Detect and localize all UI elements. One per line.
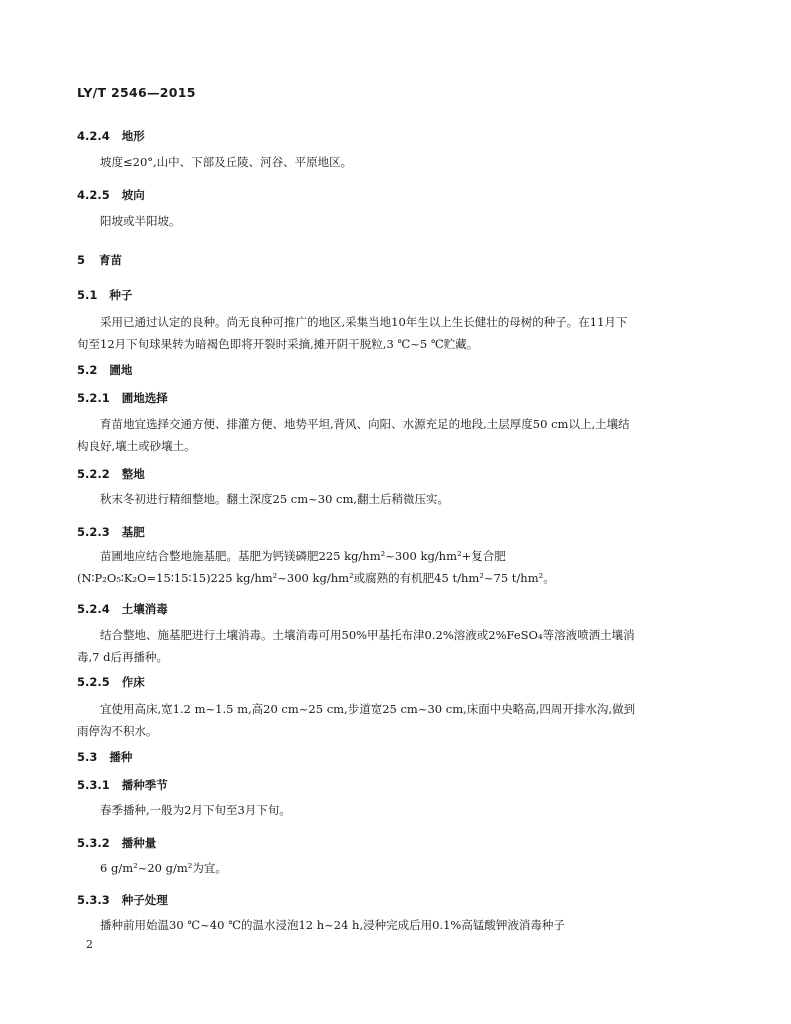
heading-5-2 [77,362,132,378]
section-title: 种子处理 [121,893,168,907]
section-title: 整地 [121,467,145,481]
paragraph-5-3-2: 6 g/m²~20 g/m²为宜。 [100,861,227,875]
section-number: 5.3 [77,750,98,764]
section-number: 5.1 [77,288,98,302]
section-title: 圃地 [109,363,133,377]
heading-5-3-3 [77,892,168,908]
heading-5-3 [77,749,132,765]
heading-4-2-5 [77,187,145,203]
heading-5-1 [77,287,132,303]
section-number: 5.2.2 [77,467,110,481]
heading-5-2-5 [77,674,145,690]
section-title: 坡向 [121,188,145,202]
section-number: 5.3.3 [77,893,110,907]
paragraph-5-2-5: 宜使用高床,宽1.2 m~1.5 m,高20 cm~25 cm,步道宽25 cm~30 cm,床面中央略高,四周开排水沟,做到雨停沟不积水。 [77,702,636,738]
standard-number-header: LY/T 2546—2015 [77,85,196,100]
section-number: 5.2.4 [77,602,110,616]
paragraph-4-2-5: 阳坡或半阳坡。 [100,214,181,228]
section-number: 4.2.4 [77,129,110,143]
section-title: 种子 [109,288,133,302]
paragraph-5-3-3: 播种前用始温30 ℃~40 ℃的温水浸泡12 h~24 h,浸种完成后用0.1%高锰酸钾液消毒种子 [100,918,565,932]
section-title: 作床 [121,675,145,689]
heading-5-2-4 [77,601,168,617]
paragraph-5-2-4: 结合整地、施基肥进行土壤消毒。土壤消毒可用50%甲基托布津0.2%溶液或2%FeSO₄等溶液喷洒土壤消毒,7 d后再播种。 [77,628,635,664]
section-number: 5.3.2 [77,836,110,850]
section-title: 播种量 [121,836,157,850]
heading-5-3-2 [77,835,156,851]
section-title: 地形 [121,129,145,143]
paragraph-5-2-2: 秋末冬初进行精细整地。翻土深度25 cm~30 cm,翻土后稍微压实。 [100,492,450,506]
paragraph-5-1: 采用已通过认定的良种。尚无良种可推广的地区,采集当地10年生以上生长健壮的母树的种子。在11月下旬至12月下旬球果转为暗褐色即将开裂时采摘,摊开阴干脱粒,3 ℃~5 ℃贮藏。 [77,315,628,351]
paragraph-5-2-3: 苗圃地应结合整地施基肥。基肥为钙镁磷肥225 kg/hm²~300 kg/hm²+复合肥(N∶P₂O₅∶K₂O=15∶15∶15)225 kg/hm²~300 kg/hm²或腐熟的有机肥45 t/hm²~75 t/hm²。 [77,549,555,585]
heading-4-2-4 [77,128,145,144]
section-title: 基肥 [121,525,145,539]
page-number: 2 [86,938,93,951]
section-title: 育苗 [99,253,123,267]
section-title: 圃地选择 [121,391,168,405]
heading-5-3-1 [77,777,168,793]
section-number: 5.3.1 [77,778,110,792]
paragraph-5-3-1: 春季播种,一般为2月下旬至3月下旬。 [100,803,291,817]
section-title: 土壤消毒 [121,602,168,616]
section-number: 5.2.3 [77,525,110,539]
heading-5-2-2 [77,466,145,482]
section-number: 5.2.5 [77,675,110,689]
section-number: 4.2.5 [77,188,110,202]
section-number: 5 [77,253,86,267]
section-title: 播种季节 [121,778,168,792]
section-title: 播种 [109,750,133,764]
paragraph-4-2-4: 坡度≤20°,山中、下部及丘陵、河谷、平原地区。 [100,155,353,169]
section-number: 5.2 [77,363,98,377]
heading-5-2-3 [77,524,145,540]
section-number: 5.2.1 [77,391,110,405]
heading-5 [77,252,122,268]
paragraph-5-2-1: 育苗地宜选择交通方便、排灌方便、地势平坦,背风、向阳、水源充足的地段,土层厚度50 cm以上,土壤结构良好,壤土或砂壤土。 [77,417,630,453]
heading-5-2-1 [77,390,168,406]
